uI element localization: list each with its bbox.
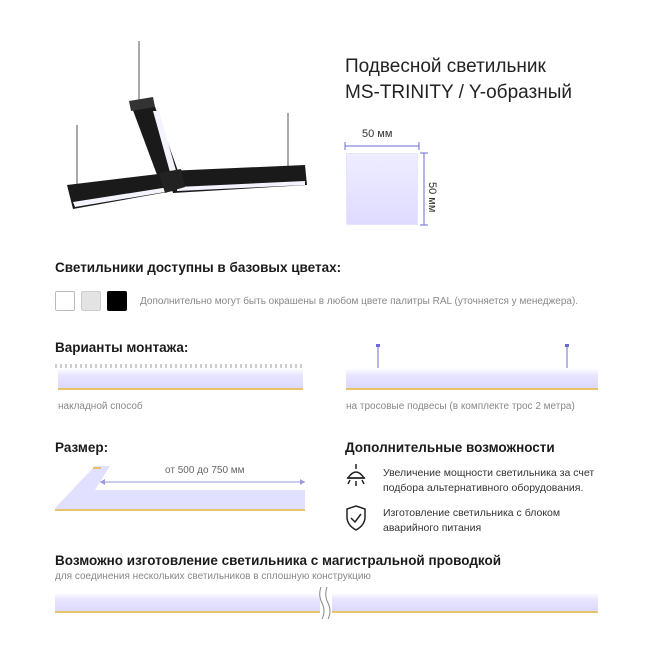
extras-heading: Дополнительные возможности [345,440,555,455]
color-swatch-white [55,291,75,311]
product-title [345,54,572,106]
mounting-heading: Варианты монтажа: [55,340,189,355]
profile-cross-section [346,153,418,225]
profile-height-label: 50 мм [426,182,438,213]
product-title-line1: Подвесной светильник [345,56,546,77]
product-title-line2: MS-TRINITY / Y-образный [345,82,572,103]
product-image [55,35,325,225]
extras-item-emergency: Изготовление светильника с блоком аварийного питания [383,507,561,534]
extras-item-power: Увеличение мощности светильника за счет подбора альтернативного оборудования. [383,467,595,494]
color-swatch-grey [81,291,101,311]
profile-width-label: 50 мм [362,128,393,140]
mains-strip-left [55,593,320,613]
mains-subtitle: для соединения нескольких светильников в сплошную конструкцию [55,571,371,582]
size-heading: Размер: [55,440,109,455]
colors-heading: Светильники доступны в базовых цветах: [55,260,342,275]
profile-width-dimension [344,142,422,150]
colors-note: Дополнительно могут быть окрашены в любом цвете палитры RAL (уточняется у менеджера). [140,296,579,307]
size-range-label: от 500 до 750 мм [165,465,245,476]
break-icon [318,587,332,619]
shield-icon [345,505,367,531]
color-swatch-black [107,291,127,311]
size-diagram [55,462,310,512]
cable-mount-strip [346,368,598,390]
surface-mount-strip [58,368,303,390]
cable-mount-cables [346,344,598,370]
mains-heading: Возможно изготовление светильника с магистральной проводкой [55,553,502,568]
mains-strip-right [332,593,598,613]
lamp-icon [345,464,367,490]
cable-mount-label: на тросовые подвесы (в комплекте трос 2 метра) [346,401,575,412]
surface-mount-label: накладной способ [58,401,143,412]
